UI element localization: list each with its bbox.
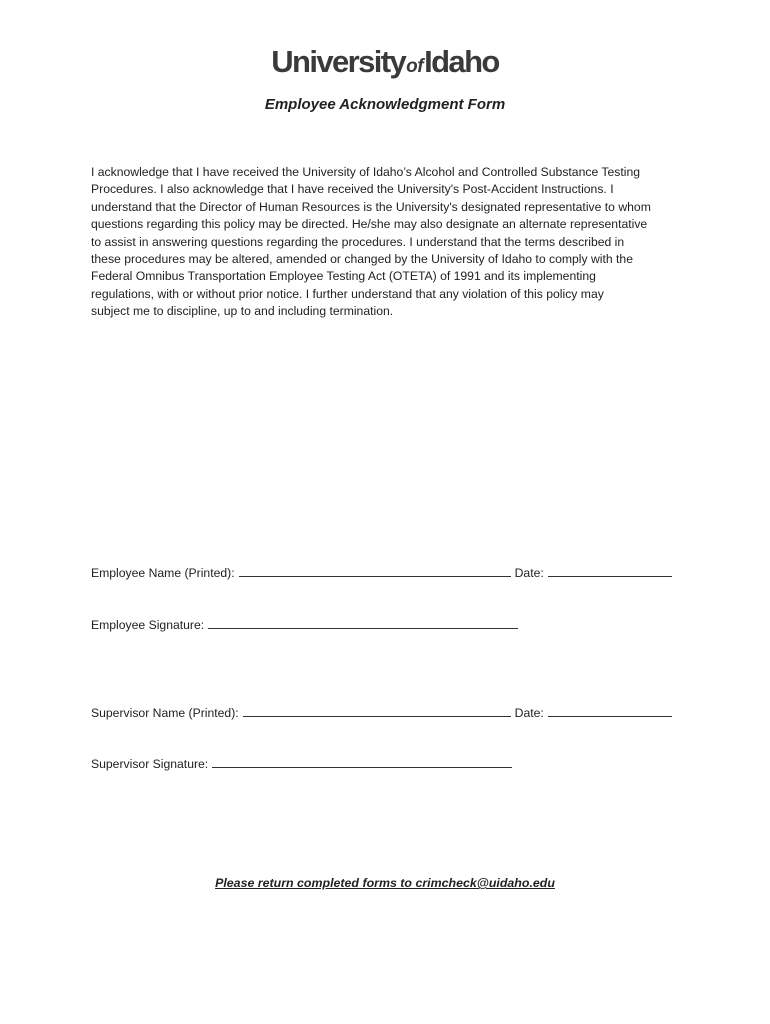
- logo-text-university: University: [271, 44, 406, 79]
- supervisor-name-label: Supervisor Name (Printed):: [91, 706, 239, 720]
- supervisor-date-field[interactable]: [548, 704, 672, 717]
- paragraph-line: Federal Omnibus Transportation Employee Testing Act (OTETA) of 1991 and its implementing: [91, 269, 596, 284]
- logo-text-of: of: [406, 56, 424, 77]
- supervisor-name-field[interactable]: [243, 704, 511, 717]
- employee-name-row: [91, 564, 672, 580]
- employee-signature-row: [91, 616, 518, 632]
- logo-text-idaho: Idaho: [424, 44, 499, 79]
- paragraph-line: subject me to discipline, up to and including termination.: [91, 304, 394, 319]
- employee-name-field[interactable]: [239, 564, 511, 577]
- paragraph-line: regulations, with or without prior notice. I further understand that any violation of this policy may: [91, 286, 604, 301]
- acknowledgment-paragraph: [91, 164, 683, 321]
- paragraph-line: questions regarding this policy may be directed. He/she may also designate an alternate representative: [91, 217, 648, 232]
- paragraph-line: these procedures may be altered, amended or changed by the University of Idaho to comply with the: [91, 252, 633, 267]
- form-title: Employee Acknowledgment Form: [264, 96, 506, 113]
- supervisor-signature-row: [91, 755, 512, 771]
- supervisor-date-label: Date:: [514, 706, 544, 720]
- supervisor-signature-label: Supervisor Signature:: [91, 757, 209, 771]
- employee-date-field[interactable]: [548, 564, 672, 577]
- paragraph-line: I acknowledge that I have received the University of Idaho’s Alcohol and Controlled Substance Testing: [91, 165, 641, 179]
- return-instructions-note: Please return completed forms to crimcheck@uidaho.edu: [215, 876, 555, 890]
- paragraph-line: Procedures. I also acknowledge that I have received the University's Post-Accident Instructions. I: [91, 182, 614, 197]
- supervisor-name-row: [91, 704, 672, 720]
- employee-date-label: Date:: [514, 566, 544, 580]
- paragraph-line: to assist in answering questions regarding the procedures. I understand that the terms described in: [91, 234, 625, 249]
- employee-name-label: Employee Name (Printed):: [91, 566, 235, 580]
- paragraph-line: understand that the Director of Human Resources is the University's designated representative to whom: [91, 199, 651, 214]
- supervisor-signature-field[interactable]: [212, 755, 512, 768]
- employee-signature-label: Employee Signature:: [91, 618, 205, 632]
- university-logo: [0, 44, 770, 80]
- employee-signature-field[interactable]: [208, 616, 518, 629]
